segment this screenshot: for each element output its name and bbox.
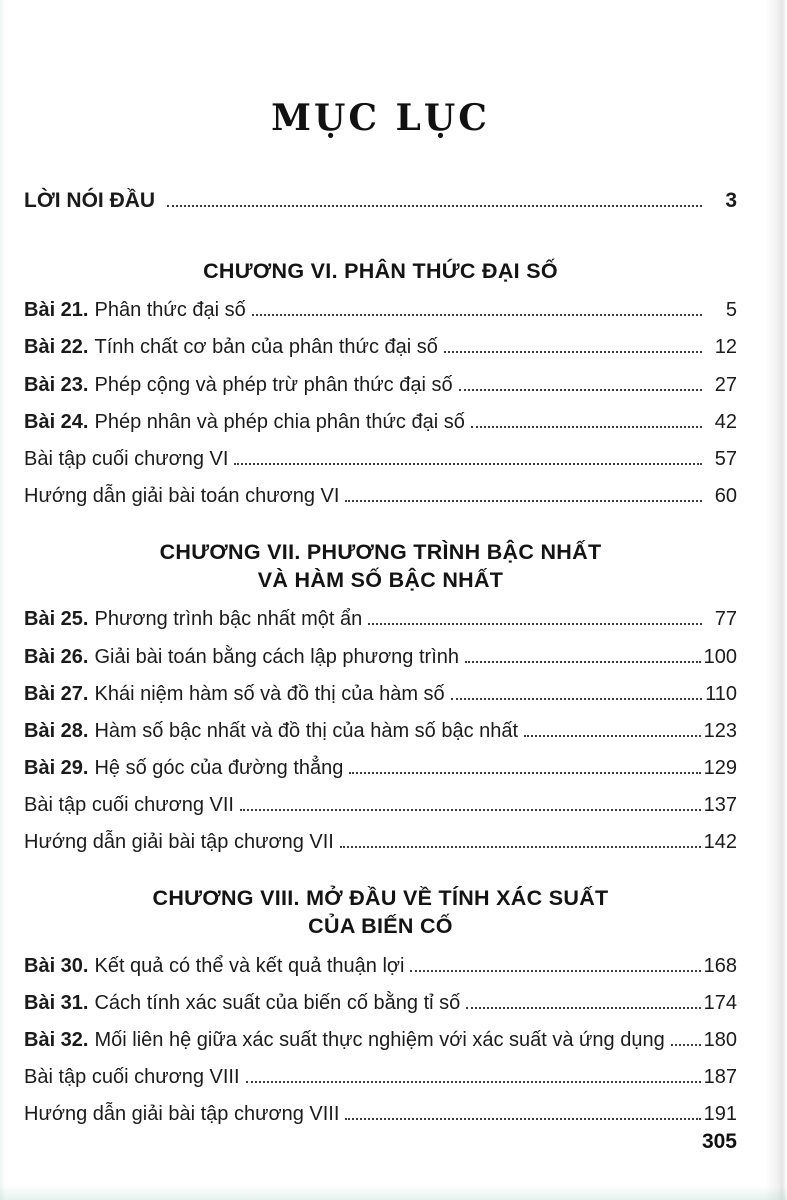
dot-leader [671, 1044, 701, 1046]
chapter-viii-heading-line2: CỦA BIẾN CỐ [308, 914, 453, 939]
entry-page: 191 [703, 1103, 737, 1126]
toc-row [24, 485, 737, 508]
toc-row [24, 794, 737, 817]
entry-page: 129 [703, 757, 737, 780]
toc-row [24, 1066, 737, 1089]
entry-title: Khái niệm hàm số và đồ thị của hàm số [94, 682, 445, 705]
toc-row [24, 374, 737, 397]
entry-page: 187 [703, 1066, 737, 1089]
entry-title: Hướng dẫn giải bài toán chương VI [24, 485, 340, 508]
dot-leader [368, 623, 702, 625]
toc-row [24, 411, 737, 434]
entry-page: 123 [703, 719, 737, 742]
chapter-section-viii [24, 884, 737, 1126]
chapter-viii-entries [24, 955, 737, 1127]
entry-title: Bài tập cuối chương VIII [24, 1066, 240, 1089]
entry-page: 142 [703, 831, 737, 854]
scan-tint-left [0, 0, 6, 1200]
chapter-viii-heading-line1: CHƯƠNG VIII. MỞ ĐẦU VỀ TÍNH XÁC SUẤT [152, 886, 609, 911]
entry-title: Phép cộng và phép trừ phân thức đại số [94, 373, 453, 396]
entry-prefix: Bài 31. [24, 991, 89, 1014]
scan-shadow-right [765, 0, 787, 1200]
entry-prefix: Bài 27. [24, 682, 89, 705]
entry-title: Hàm số bậc nhất và đồ thị của hàm số bậc nhất [94, 719, 519, 742]
entry-title: Bài tập cuối chương VII [24, 794, 234, 817]
chapter-vii-heading-line1: CHƯƠNG VII. PHƯƠNG TRÌNH BẬC NHẤT [159, 540, 602, 565]
dot-leader [466, 1007, 700, 1009]
entry-page: 42 [714, 410, 737, 433]
entry-page: 60 [714, 485, 737, 508]
toc-row-front-matter [24, 189, 737, 213]
page-title: MỤC LỤC [271, 97, 490, 139]
dot-leader [240, 809, 701, 811]
entry-title: Giải bài toán bằng cách lập phương trình [94, 645, 460, 668]
dot-leader [345, 1118, 700, 1120]
entry-prefix: Bài 29. [24, 757, 89, 780]
entry-page: 77 [714, 608, 737, 631]
entry-prefix: Bài 25. [24, 608, 89, 631]
toc-row [24, 448, 737, 471]
toc-row [24, 720, 737, 743]
entry-page: 174 [703, 991, 737, 1014]
entry-prefix: Bài 23. [24, 373, 89, 396]
dot-leader [345, 500, 702, 502]
entry-title: Hệ số góc của đường thẳng [94, 757, 344, 780]
toc-row [24, 336, 737, 359]
toc-row [24, 992, 737, 1015]
dot-leader [459, 389, 702, 391]
dot-leader [349, 772, 700, 774]
entry-title: Hướng dẫn giải bài tập chương VIII [24, 1103, 340, 1126]
toc-row [24, 831, 737, 854]
dot-leader [471, 426, 702, 428]
chapter-viii-heading [24, 884, 737, 940]
dot-leader [234, 463, 702, 465]
scan-tint-bottom [0, 1186, 787, 1200]
toc-row [24, 646, 737, 669]
entry-title: Phép nhân và phép chia phân thức đại số [94, 410, 465, 433]
toc-row [24, 955, 737, 978]
toc-row [24, 1029, 737, 1052]
dot-leader [410, 970, 700, 972]
chapter-vii-entries [24, 608, 737, 854]
entry-title: Bài tập cuối chương VI [24, 447, 229, 470]
chapter-vii-heading-line2: VÀ HÀM SỐ BẬC NHẤT [257, 568, 504, 593]
entry-page: 168 [703, 954, 737, 977]
entry-page: 12 [714, 336, 737, 359]
entry-page: 27 [714, 373, 737, 396]
entry-prefix: Bài 24. [24, 410, 89, 433]
chapter-section-vi [24, 257, 737, 508]
toc-row [24, 1103, 737, 1126]
toc-row [24, 608, 737, 631]
dot-leader [524, 735, 701, 737]
entry-page: 57 [714, 447, 737, 470]
entry-prefix: Bài 32. [24, 1029, 89, 1051]
toc-row [24, 757, 737, 780]
entry-title: Kết quả có thể và kết quả thuận lợi [94, 954, 405, 977]
dot-leader [246, 1081, 701, 1083]
entry-title: Phương trình bậc nhất một ẩn [94, 608, 363, 631]
chapter-vi-heading [24, 257, 737, 285]
entry-prefix: Bài 30. [24, 954, 89, 977]
entry-prefix: Bài 26. [24, 645, 89, 668]
dot-leader [167, 205, 702, 207]
dot-leader [252, 314, 702, 316]
entry-page: 100 [703, 645, 737, 668]
entry-title: Mối liên hệ giữa xác suất thực nghiệm với xác suất và ứng dụng [94, 1029, 665, 1051]
chapter-vi-entries [24, 299, 737, 508]
entry-page: 137 [703, 794, 737, 817]
entry-page: 110 [705, 682, 737, 705]
dot-leader [444, 351, 702, 353]
entry-title: Hướng dẫn giải bài tập chương VII [24, 831, 334, 854]
entry-prefix: Bài 21. [24, 299, 89, 322]
toc-row [24, 299, 737, 322]
entry-title: Tính chất cơ bản của phân thức đại số [94, 336, 438, 359]
dot-leader [340, 846, 701, 848]
entry-title: Phân thức đại số [94, 299, 246, 322]
entry-prefix: Bài 28. [24, 719, 89, 742]
entry-prefix: Bài 22. [24, 336, 89, 359]
front-matter-label: LỜI NÓI ĐẦU [24, 189, 156, 212]
entry-page: 180 [703, 1029, 737, 1051]
chapter-vi-heading-line1: CHƯƠNG VI. PHÂN THỨC ĐẠI SỐ [203, 259, 558, 283]
dot-leader [451, 698, 702, 700]
front-matter-page: 3 [725, 189, 737, 212]
dot-leader [465, 661, 701, 663]
chapter-section-vii [24, 538, 737, 854]
page-number: 305 [701, 1130, 737, 1153]
toc-row [24, 683, 737, 706]
chapter-vii-heading [24, 538, 737, 594]
entry-title: Cách tính xác suất của biến cố bằng tỉ số [94, 991, 461, 1014]
entry-page: 5 [725, 299, 737, 322]
